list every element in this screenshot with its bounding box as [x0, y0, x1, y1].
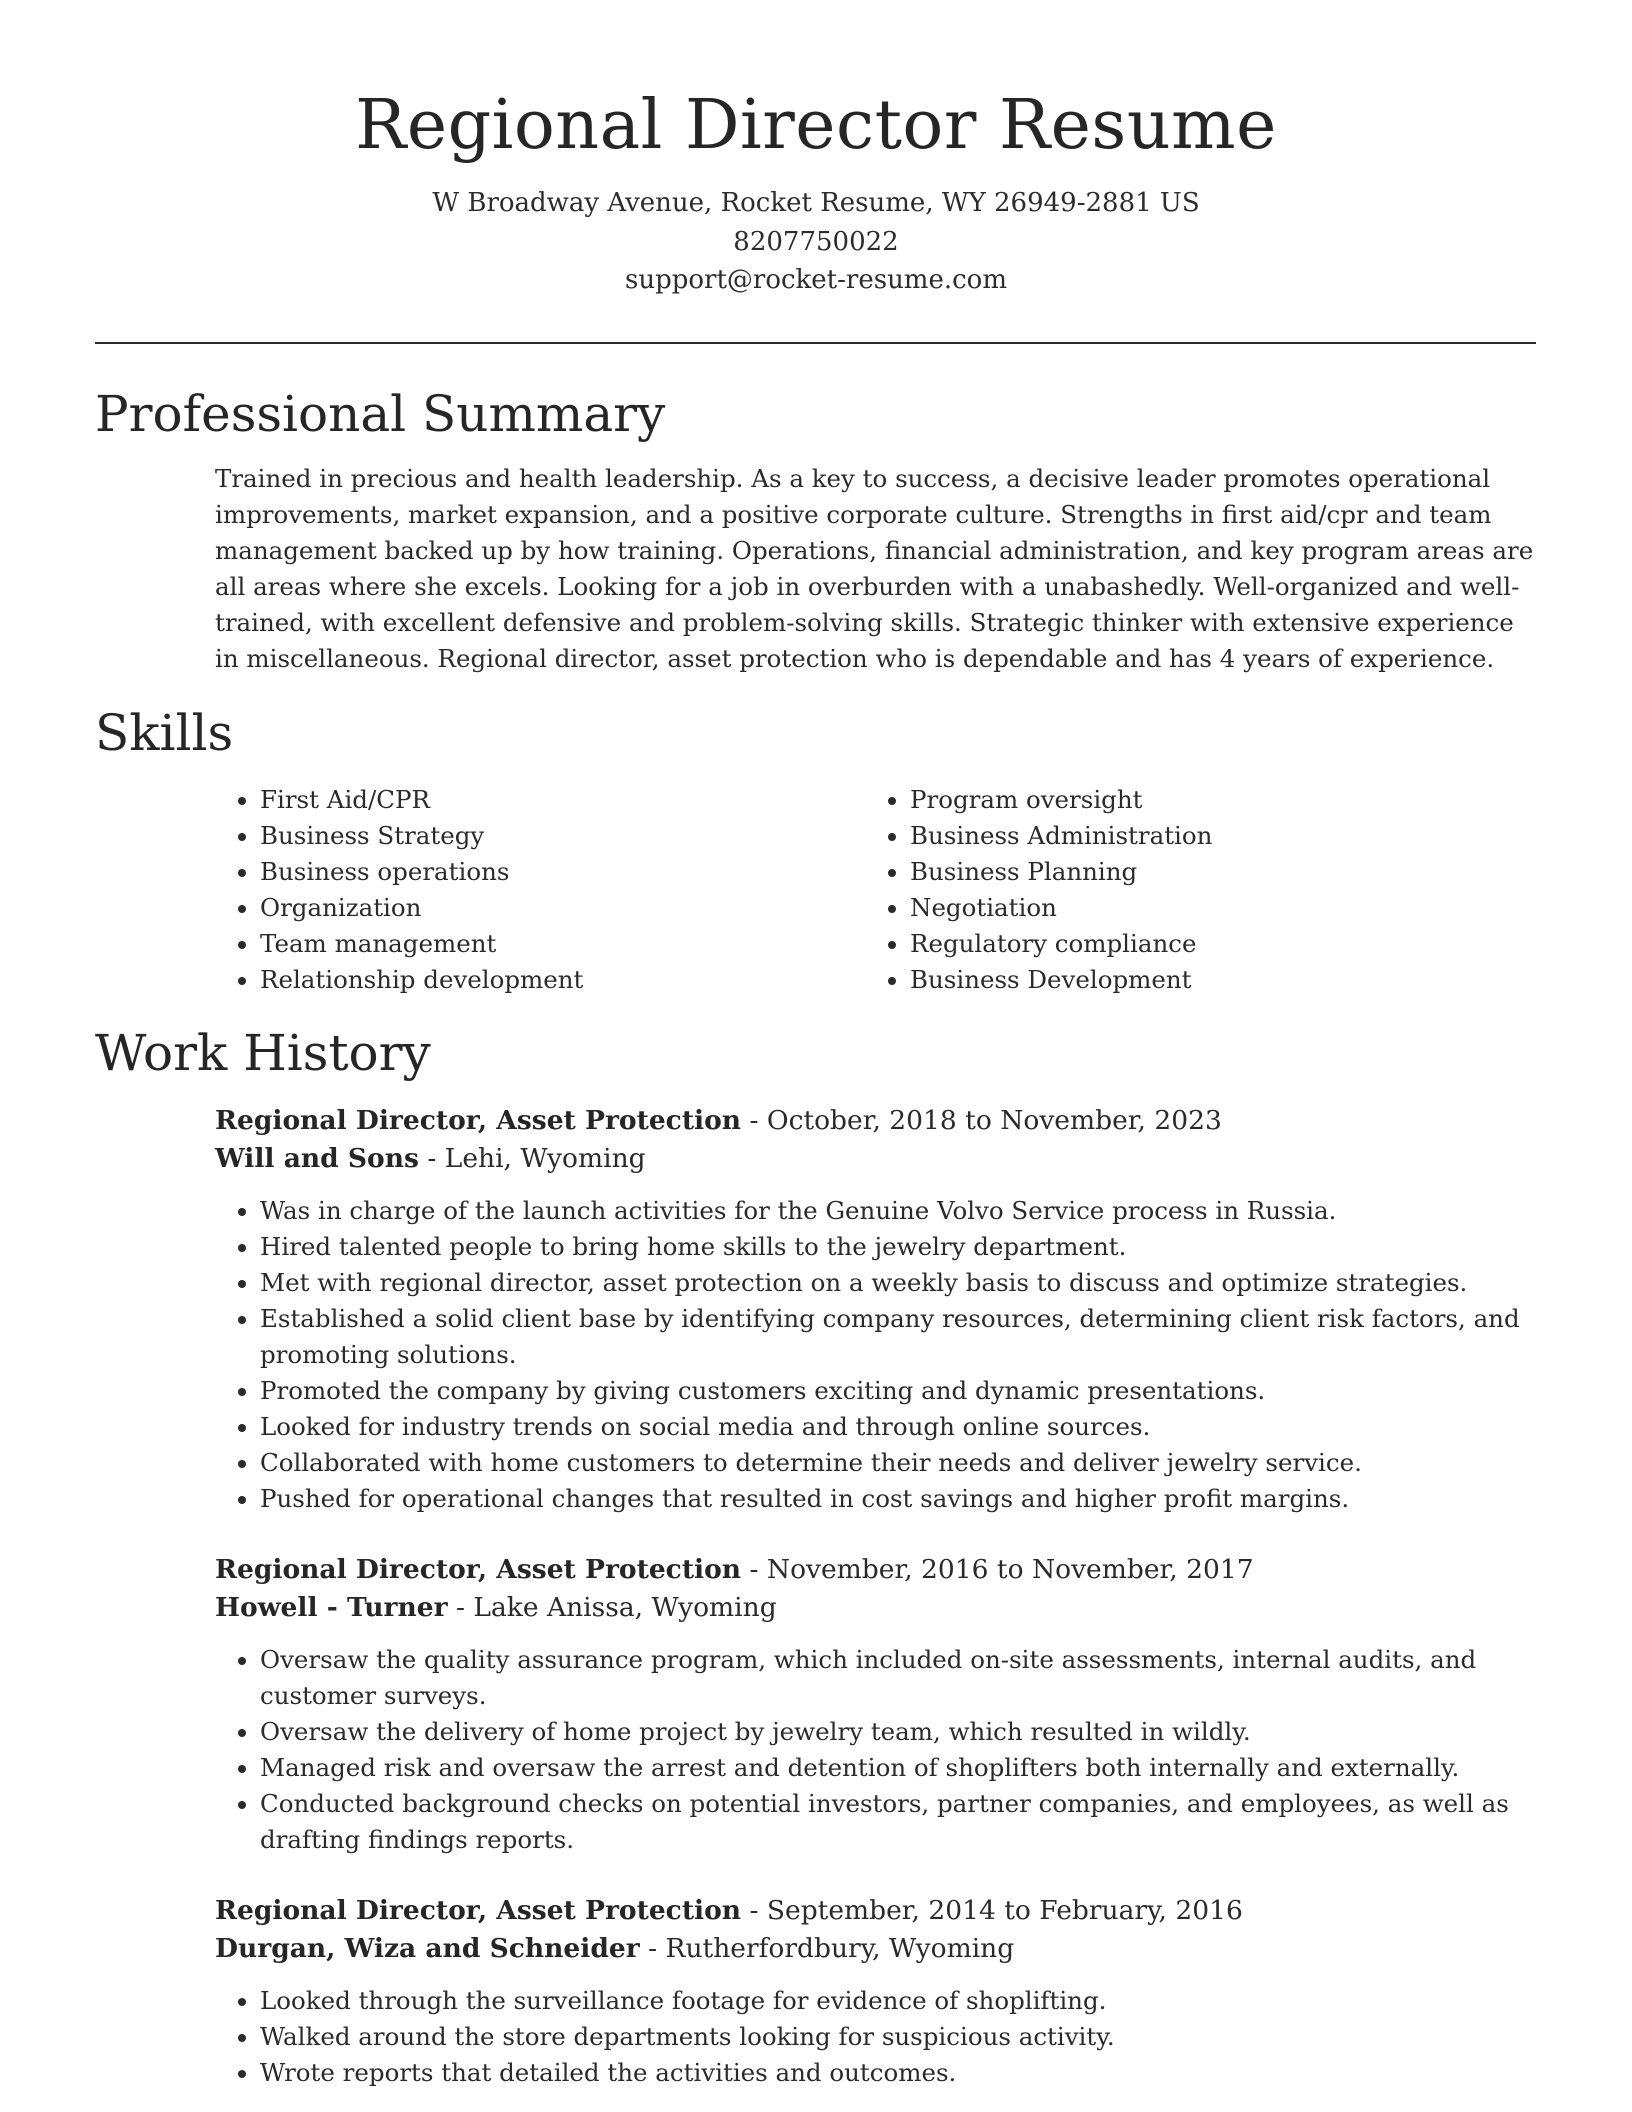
skill-item: • Team management — [260, 926, 865, 962]
job-dates: - September, 2014 to February, 2016 — [741, 1895, 1243, 1926]
contact-phone: 8207750022 — [733, 226, 899, 257]
job-bullet: • Looked for industry trends on social media and through online sources. — [260, 1409, 1545, 1445]
job-entry — [215, 1102, 1545, 1517]
job-bullet: • Met with regional director, asset protection on a weekly basis to discuss and optimize strategies. — [260, 1265, 1545, 1301]
work-history-heading: Work History — [95, 1024, 431, 1082]
job-company-line — [215, 1589, 1545, 1627]
job-bullet: • Established a solid client base by identifying company resources, determining client risk factors, and promoting solutions. — [260, 1301, 1545, 1373]
job-title-line — [215, 1892, 1545, 1930]
skill-item: • Business Administration — [910, 818, 1515, 854]
job-bullets — [215, 1193, 1545, 1517]
job-bullet: • Promoted the company by giving customers exciting and dynamic presentations. — [260, 1373, 1545, 1409]
job-bullets — [215, 1983, 1545, 2091]
job-title-line — [215, 1551, 1545, 1589]
resume-header — [0, 0, 1632, 300]
job-location: - Lehi, Wyoming — [418, 1143, 646, 1174]
contact-email: support@rocket-resume.com — [624, 265, 1007, 295]
job-bullets — [215, 1642, 1545, 1858]
job-company-line — [215, 1140, 1545, 1178]
job-title: Regional Director, Asset Protection — [215, 1105, 742, 1136]
resume-title: Regional Director Resume — [355, 86, 1277, 165]
job-location: - Lake Anissa, Wyoming — [447, 1592, 777, 1623]
contact-address: W Broadway Avenue, Rocket Resume, WY 26949-2881 US — [432, 188, 1200, 218]
skill-item: • Business operations — [260, 854, 865, 890]
job-title-line — [215, 1102, 1545, 1140]
skill-item: • First Aid/CPR — [260, 782, 865, 818]
skills-list — [215, 782, 1536, 998]
job-company: Howell - Turner — [215, 1592, 448, 1623]
skill-item: • Program oversight — [910, 782, 1515, 818]
skill-item: • Business Development — [910, 962, 1515, 998]
job-bullet: • Collaborated with home customers to determine their needs and deliver jewelry service. — [260, 1445, 1545, 1481]
job-company-line — [215, 1930, 1545, 1968]
skill-item: • Organization — [260, 890, 865, 926]
skill-item: • Regulatory compliance — [910, 926, 1515, 962]
job-bullet: • Walked around the store departments looking for suspicious activity. — [260, 2019, 1545, 2055]
summary-heading: Professional Summary — [95, 385, 666, 443]
skills-heading: Skills — [95, 704, 234, 762]
skill-item: • Business Strategy — [260, 818, 865, 854]
job-bullet: • Oversaw the delivery of home project by jewelry team, which resulted in wildly. — [260, 1714, 1545, 1750]
job-bullet: • Conducted background checks on potential investors, partner companies, and employees, as well as drafting findings reports. — [260, 1786, 1545, 1858]
skill-item: • Relationship development — [260, 962, 865, 998]
skills-column-left — [215, 782, 865, 998]
job-bullet: • Managed risk and oversaw the arrest and detention of shoplifters both internally and externally. — [260, 1750, 1545, 1786]
job-dates: - November, 2016 to November, 2017 — [741, 1554, 1254, 1585]
summary-text: Trained in precious and health leadership. As a key to success, a decisive leader promotes operational improvements, market expansion, and a positive corporate culture. Strengths in first aid/cpr and team management backed up by how training. Operations, financial administration, and key program areas are all areas where she excels. Looking for a job in overburden with a unabashedly. Well-organized and well-trained, with excellent defensive and problem-solving skills. Strategic thinker with extensive experience in miscellaneous. Regional director, asset protection who is dependable and has 4 years of experience. — [215, 464, 1534, 673]
job-bullet: • Oversaw the quality assurance program, which included on-site assessments, internal audits, and customer surveys. — [260, 1642, 1545, 1714]
skill-item: • Business Planning — [910, 854, 1515, 890]
job-bullet: • Pushed for operational changes that resulted in cost savings and higher profit margins. — [260, 1481, 1545, 1517]
job-company: Will and Sons — [215, 1143, 419, 1174]
contact-info — [0, 184, 1632, 300]
job-entry — [215, 1551, 1545, 1858]
job-bullet: • Hired talented people to bring home skills to the jewelry department. — [260, 1229, 1545, 1265]
job-bullet: • Wrote reports that detailed the activities and outcomes. — [260, 2055, 1545, 2091]
skill-item: • Negotiation — [910, 890, 1515, 926]
job-title: Regional Director, Asset Protection — [215, 1895, 742, 1926]
job-location: - Rutherfordbury, Wyoming — [639, 1933, 1015, 1964]
job-bullet: • Was in charge of the launch activities for the Genuine Volvo Service process in Russia. — [260, 1193, 1545, 1229]
header-divider — [95, 342, 1536, 344]
job-title: Regional Director, Asset Protection — [215, 1554, 742, 1585]
job-bullet: • Looked through the surveillance footage for evidence of shoplifting. — [260, 1983, 1545, 2019]
job-entry — [215, 1892, 1545, 2091]
work-history-list — [215, 1102, 1545, 2112]
job-company: Durgan, Wiza and Schneider — [215, 1933, 640, 1964]
job-dates: - October, 2018 to November, 2023 — [741, 1105, 1222, 1136]
skills-column-right — [865, 782, 1515, 998]
